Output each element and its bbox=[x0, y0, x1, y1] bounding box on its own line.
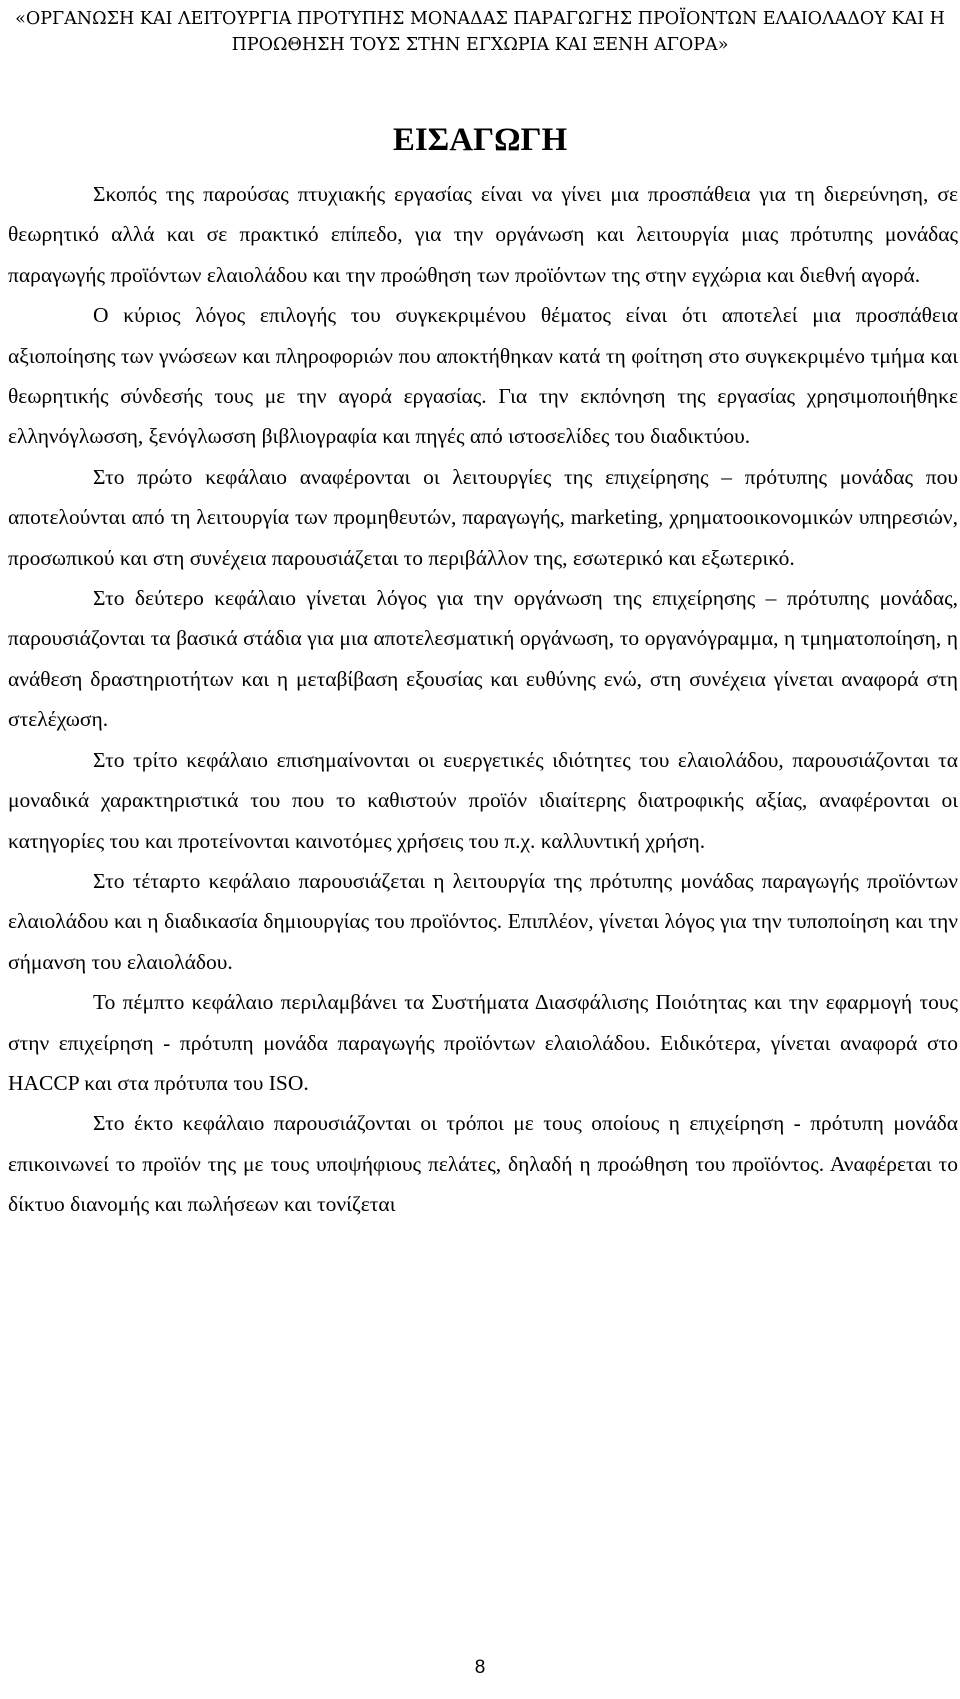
section-title: ΕΙΣΑΓΩΓΗ bbox=[392, 122, 568, 158]
body-text bbox=[8, 174, 958, 1225]
running-header-line-2: ΠΡΟΩΘΗΣΗ ΤΟΥΣ ΣΤΗΝ ΕΓΧΩΡΙΑ ΚΑΙ ΞΕΝΗ ΑΓΟΡΑ» bbox=[231, 35, 729, 55]
paragraph-topic-choice: Ο κύριος λόγος επιλογής του συγκεκριμένου θέματος είναι ότι αποτελεί μια προσπάθεια αξιοποίησης των γνώσεων και πληροφοριών που αποκτήθηκαν κατά τη φοίτηση στο συγκεκριμένο τμήμα και θεωρητικής σύνδεσής τους με την αγορά εργασίας. Για την εκπόνηση της εργασίας χρησιμοποιήθηκε ελληνόγλωσση, ξενόγλωσση βιβλιογραφία και πηγές από ιστοσελίδες του διαδικτύου. bbox=[8, 303, 958, 449]
paragraph-purpose: Σκοπός της παρούσας πτυχιακής εργασίας είναι να γίνει μια προσπάθεια για τη διερεύνηση, σε θεωρητικό αλλά και σε πρακτικό επίπεδο, για την οργάνωση και λειτουργία μιας πρότυπης μονάδας παραγωγής προϊόντων ελαιολάδου και την προώθηση των προϊόντων της στην εγχώρια και διεθνή αγορά. bbox=[8, 182, 958, 287]
paragraph-chapter-4: Στο τέταρτο κεφάλαιο παρουσιάζεται η λειτουργία της πρότυπης μονάδας παραγωγής προϊόντων ελαιολάδου και η διαδικασία δημιουργίας του προϊόντος. Επιπλέον, γίνεται λόγος για την τυποποίηση και την σήμανση του ελαιολάδου. bbox=[8, 868, 958, 974]
paragraph-chapter-1: Στο πρώτο κεφάλαιο αναφέρονται οι λειτουργίες της επιχείρησης – πρότυπης μονάδας που αποτελούνται από τη λειτουργία των προμηθευτών, παραγωγής, marketing, χρηματοοικονομικών υπηρεσιών, προσωπικού και στη συνέχεια παρουσιάζεται το περιβάλλον της, εσωτερικό και εξωτερικό. bbox=[8, 464, 958, 570]
paragraph-chapter-3: Στο τρίτο κεφάλαιο επισημαίνονται οι ευεργετικές ιδιότητες του ελαιολάδου, παρουσιάζονται τα μοναδικά χαρακτηριστικά του που το καθιστούν προϊόν ιδιαίτερης διατροφικής αξίας, αναφέρονται οι κατηγορίες του και προτείνονται καινοτόμες χρήσεις του π.χ. καλλυντική χρήση. bbox=[8, 747, 958, 853]
running-header-line-1: «ΟΡΓΑΝΩΣΗ ΚΑΙ ΛΕΙΤΟΥΡΓΙΑ ΠΡΟΤΥΠΗΣ ΜΟΝΑΔΑΣ ΠΑΡΑΓΩΓΗΣ ΠΡΟΪΟΝΤΩΝ ΕΛΑΙΟΛΑΔΟΥ ΚΑΙ Η bbox=[15, 9, 945, 29]
paragraph-chapter-5: Το πέμπτο κεφάλαιο περιλαμβάνει τα Συστήματα Διασφάλισης Ποιότητας και την εφαρμογή τους στην επιχείρηση - πρότυπη μονάδα παραγωγής προϊόντων ελαιολάδου. Ειδικότερα, γίνεται αναφορά στο HACCP και στα πρότυπα του ISO. bbox=[8, 990, 958, 1095]
page-number: 8 bbox=[474, 1657, 486, 1678]
running-header bbox=[0, 6, 960, 58]
paragraph-chapter-2: Στο δεύτερο κεφάλαιο γίνεται λόγος για την οργάνωση της επιχείρησης – πρότυπης μονάδας, παρουσιάζονται τα βασικά στάδια για μια αποτελεσματική οργάνωση, το οργανόγραμμα, η τμηματοποίηση, η ανάθεση δραστηριοτήτων και η μεταβίβαση εξουσίας και ευθύνης ενώ, στη συνέχεια γίνεται αναφορά στη στελέχωση. bbox=[8, 586, 958, 732]
paragraph-chapter-6: Στο έκτο κεφάλαιο παρουσιάζονται οι τρόποι με τους οποίους η επιχείρηση - πρότυπη μονάδα επικοινωνεί το προϊόν της με τους υποψήφιους πελάτες, δηλαδή η προώθηση του προϊόντος. Αναφέρεται το δίκτυο διανομής και πωλήσεων και τονίζεται bbox=[8, 1111, 958, 1217]
